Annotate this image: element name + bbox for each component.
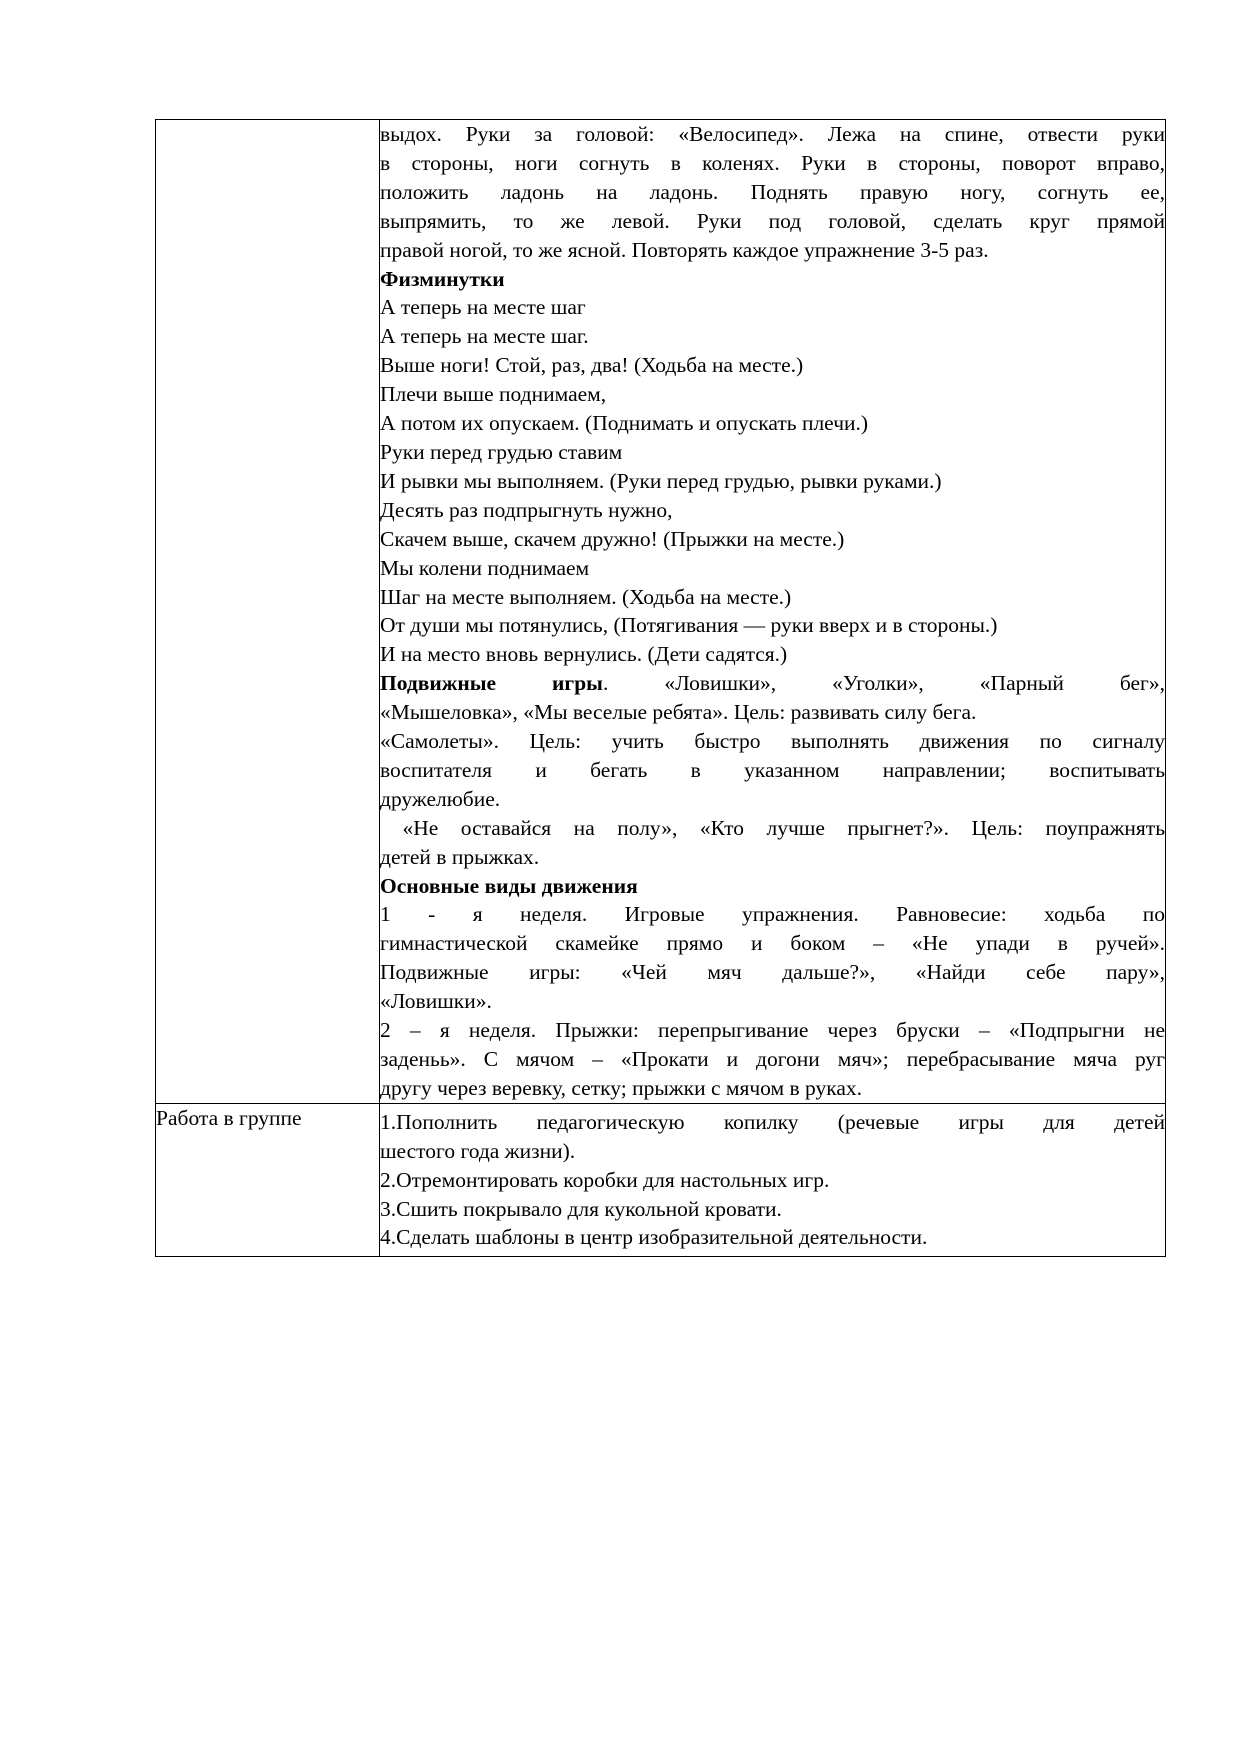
poem-line: Десять раз подпрыгнуть нужно, (380, 497, 673, 522)
poem-line: От души мы потянулись, (Потягивания — руки вверх и в стороны.) (380, 613, 998, 638)
main-moves-heading: Основные виды движения (380, 873, 638, 898)
text-line: «Самолеты». Цель: учить быстро выполнять движения по сигналу (380, 729, 1165, 754)
text-line: «Мышеловка», «Мы веселые ребята». Цель: развивать силу бега. (380, 700, 977, 725)
poem-line: Мы колени поднимаем (380, 555, 590, 580)
text-line: «Ловишки». (380, 989, 492, 1014)
text-line: Подвижные игры: «Чей мяч дальше?», «Найди себе пару», (380, 960, 1165, 985)
text-line: гимнастической скамейке прямо и боком – «Не упади в ручей». (380, 931, 1165, 956)
text-line: «Не оставайся на полу», «Кто лучше прыгнет?». Цель: поупражнять (380, 815, 1165, 840)
group-work-cell (380, 1103, 1166, 1257)
text-line: выпрямить, то же левой. Руки под головой, сделать круг прямой (380, 208, 1165, 233)
poem-line: Скачем выше, скачем дружно! (Прыжки на месте.) (380, 526, 845, 551)
text-line: 1 - я неделя. Игровые упражнения. Равновесие: ходьба по (380, 902, 1165, 927)
poem-line: Руки перед грудью ставим (380, 439, 623, 464)
text-line: в стороны, ноги согнуть в коленях. Руки в стороны, поворот вправо, (380, 150, 1165, 175)
games-heading: Подвижные игры (380, 671, 603, 696)
text-line: другу через веревку, сетку; прыжки с мячом в руках. (380, 1075, 863, 1100)
fizminutki-heading: Физминутки (380, 266, 505, 291)
poem-line: А потом их опускаем. (Поднимать и опускать плечи.) (380, 411, 869, 436)
poem-line: А теперь на месте шаг (380, 295, 586, 320)
text-line: выдох. Руки за головой: «Велосипед». Лежа на спине, отвести руки (380, 122, 1165, 146)
poem-line: И рывки мы выполняем. (Руки перед грудью, рывки руками.) (380, 468, 942, 493)
table-row (156, 120, 1166, 1104)
poem-line: Выше ноги! Стой, раз, два! (Ходьба на месте.) (380, 353, 804, 378)
text-line: правой ногой, то же ясной. Повторять каждое упражнение 3-5 раз. (380, 237, 989, 262)
plan-table (155, 119, 1166, 1257)
text-line: дружелюбие. (380, 786, 501, 811)
text-line: детей в прыжках. (380, 844, 540, 869)
list-item: 3.Сшить покрывало для кукольной кровати. (380, 1196, 782, 1221)
table-row (156, 1103, 1166, 1257)
left-cell-empty (156, 120, 380, 1104)
list-item: 4.Сделать шаблоны в центр изобразительной деятельности. (380, 1225, 928, 1250)
poem-line: А теперь на месте шаг. (380, 324, 589, 349)
text-line: заденьь». С мячом – «Прокати и догони мяч»; перебрасывание мяча руг (380, 1047, 1165, 1071)
poem-line: Плечи выше поднимаем, (380, 382, 607, 407)
poem-line: И на место вновь вернулись. (Дети садятся.) (380, 642, 788, 667)
exercises-cell (380, 120, 1166, 1104)
text-line: воспитателя и бегать в указанном направлении; воспитывать (380, 757, 1165, 782)
row-label: Работа в группе (156, 1103, 380, 1257)
list-item: 1.Пополнить педагогическую копилку (речевые игры для детей (380, 1109, 1165, 1134)
text-line: 2 – я неделя. Прыжки: перепрыгивание через бруски – «Подпрыгни не (380, 1018, 1165, 1043)
list-item: 2.Отремонтировать коробки для настольных игр. (380, 1167, 830, 1192)
poem-line: Шаг на месте выполняем. (Ходьба на месте.) (380, 584, 792, 609)
text-line: положить ладонь на ладонь. Поднять правую ногу, согнуть ее, (380, 179, 1165, 204)
games-line: Подвижные игры. «Ловишки», «Уголки», «Парный бег», (380, 671, 1165, 696)
list-item: шестого года жизни). (380, 1138, 576, 1163)
